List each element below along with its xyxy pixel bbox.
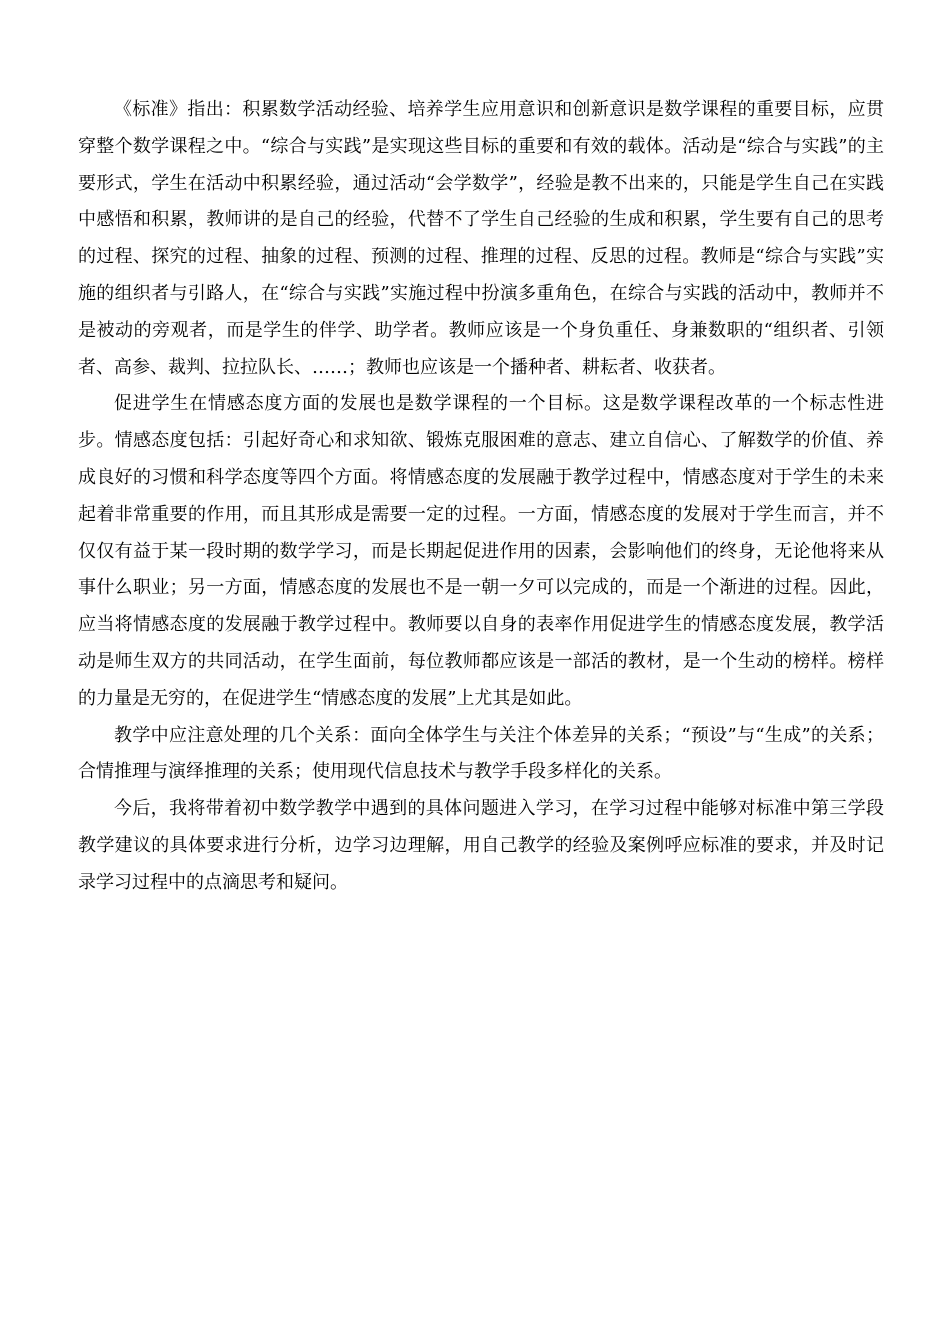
document-body — [78, 92, 884, 902]
paragraph-emotional-attitude: 促进学生在情感态度方面的发展也是数学课程的一个目标。这是数学课程改革的一个标志性进步。情感态度包括：引起好奇心和求知欲、锻炼克服困难的意志、建立自信心、了解数学的价值、养成良好的习惯和科学态度等四个方面。将情感态度的发展融于教学过程中，情感态度对于学生的未来起着非常重要的作用，而且其形成是需要一定的过程。一方面，情感态度的发展对于学生而言，并不仅仅有益于某一段时期的数学学习，而是长期起促进作用的因素，会影响他们的终身，无论他将来从事什么职业；另一方面，情感态度的发展也不是一朝一夕可以完成的，而是一个渐进的过程。因此，应当将情感态度的发展融于教学过程中。教师要以自身的表率作用促进学生的情感态度发展，教学活动是师生双方的共同活动，在学生面前，每位教师都应该是一部活的教材，是一个生动的榜样。榜样的力量是无穷的，在促进学生“情感态度的发展”上尤其是如此。 — [78, 393, 884, 709]
paragraph-teaching-relations: 教学中应注意处理的几个关系：面向全体学生与关注个体差异的关系；“预设”与“生成”的关系；合情推理与演绎推理的关系；使用现代信息技术与教学手段多样化的关系。 — [78, 724, 884, 783]
paragraph-future-plan: 今后，我将带着初中数学教学中遇到的具体问题进入学习，在学习过程中能够对标准中第三学段教学建议的具体要求进行分析，边学习边理解，用自己教学的经验及案例呼应标准的要求，并及时记录学习过程中的点滴思考和疑问。 — [78, 798, 884, 893]
paragraph-activity-experience: 《标准》指出：积累数学活动经验、培养学生应用意识和创新意识是数学课程的重要目标，应贯穿整个数学课程之中。“综合与实践”是实现这些目标的重要和有效的载体。活动是“综合与实践”的主要形式，学生在活动中积累经验，通过活动“会学数学”，经验是教不出来的，只能是学生自己在实践中感悟和积累，教师讲的是自己的经验，代替不了学生自己经验的生成和积累，学生要有自己的思考的过程、探究的过程、抽象的过程、预测的过程、推理的过程、反思的过程。教师是“综合与实践”实施的组织者与引路人，在“综合与实践”实施过程中扮演多重角色，在综合与实践的活动中，教师并不是被动的旁观者，而是学生的伴学、助学者。教师应该是一个身负重任、身兼数职的“组织者、引领者、高参、裁判、拉拉队长、……；教师也应该是一个播种者、耕耘者、收获者。 — [78, 99, 884, 378]
